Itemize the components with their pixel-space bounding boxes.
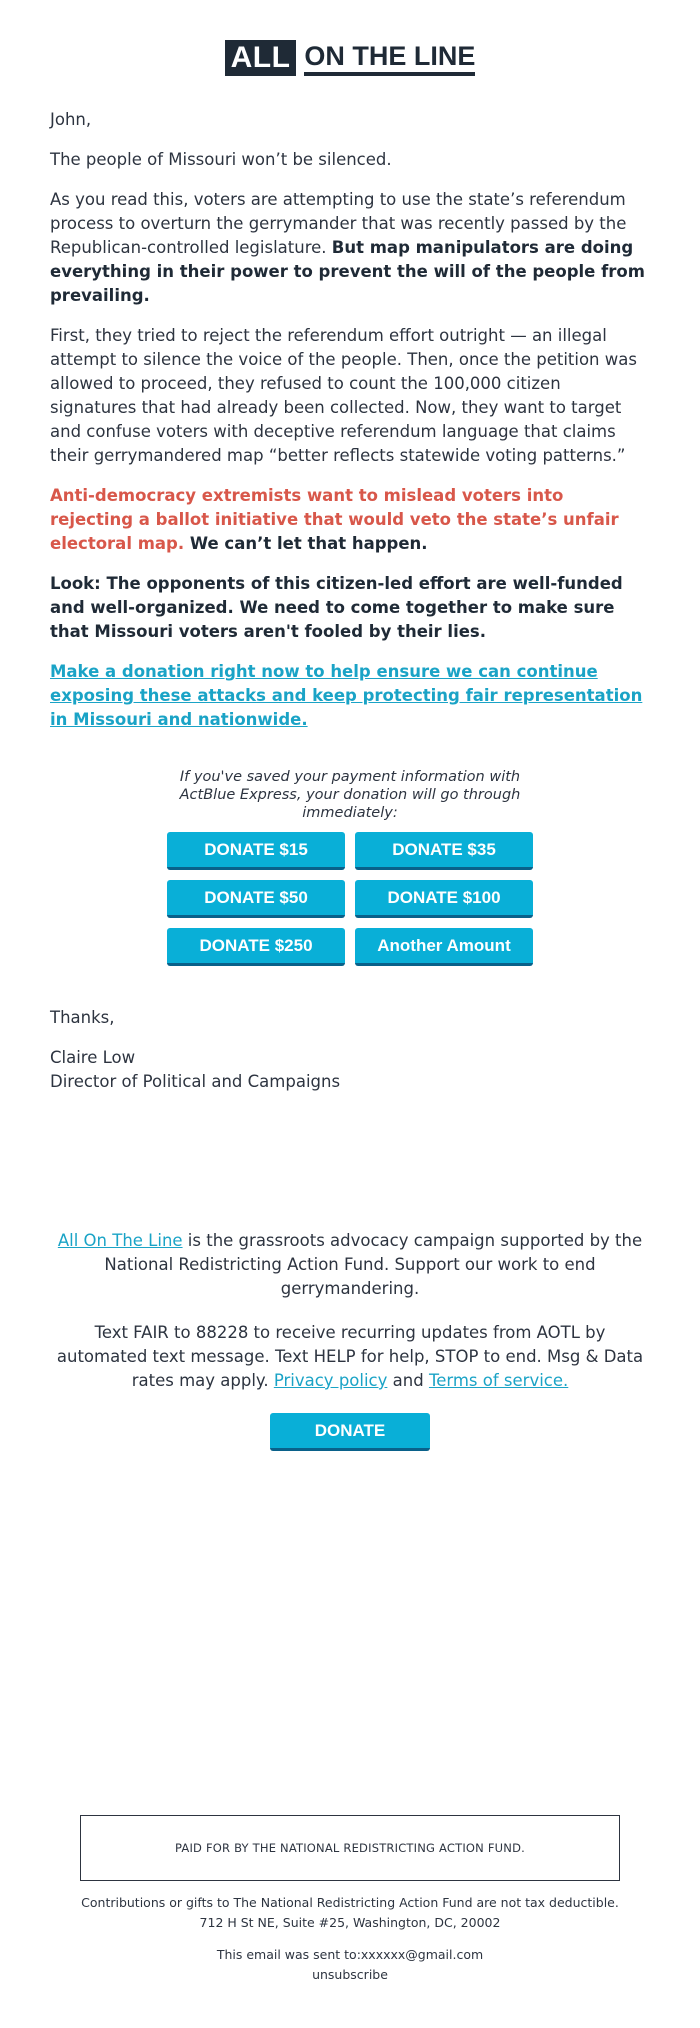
paragraph-2-bold: But map manipulators are doing everything in their power to prevent the will of the people from prevailing.	[50, 238, 645, 305]
actblue-express-note: If you've saved your payment information with ActBlue Express, your donation will go through immediately:	[179, 769, 521, 821]
paragraph-6	[50, 660, 650, 732]
terms-of-service-link[interactable]: Terms of service.	[428, 1371, 569, 1390]
donate-35-button[interactable]: DONATE $35	[355, 832, 533, 870]
donate-100-button[interactable]: DONATE $100	[355, 880, 533, 918]
email-body	[0, 108, 700, 732]
signoff	[0, 1006, 700, 1094]
paragraph-4-bold: We can’t let that happen.	[189, 534, 428, 553]
logo-wordmark: ON THE LINE	[304, 41, 475, 76]
paragraph-2-text: As you read this, voters are attempting to use the state’s referendum process to overturn the gerrymander that was recently passed by the Republican-controlled legislature.	[50, 190, 627, 257]
org-text: is the grassroots advocacy campaign supported by the National Redistricting Action Fund. Support our work to end gerrymandering.	[104, 1231, 643, 1298]
donate-15-button[interactable]: DONATE $15	[167, 832, 345, 870]
donate-250-button[interactable]: DONATE $250	[167, 928, 345, 966]
logo-all-mark: ALL	[225, 40, 297, 76]
paragraph-4	[50, 484, 650, 556]
header	[0, 0, 700, 78]
and-text: and	[387, 1371, 429, 1390]
donate-50-button[interactable]: DONATE $50	[167, 880, 345, 918]
tax-deductible-notice: Contributions or gifts to The National Redistricting Action Fund are not tax deductible.	[81, 1895, 619, 1910]
paragraph-4-red: Anti-democracy extremists want to mislead voters into rejecting a ballot initiative that would veto the state’s unfair electoral map.	[50, 486, 619, 553]
paragraph-2	[50, 188, 650, 308]
donation-link[interactable]: Make a donation right now to help ensure we can continue exposing these attacks and keep protecting fair representation in Missouri and nationwide.	[50, 662, 643, 729]
legal-footer	[0, 1893, 700, 1985]
donate-another-amount-button[interactable]: Another Amount	[355, 928, 533, 966]
unsubscribe-link[interactable]: unsubscribe	[312, 1967, 388, 1982]
signer-name: Claire Low	[50, 1048, 136, 1067]
donate-button-grid	[167, 832, 533, 966]
paragraph-5: Look: The opponents of this citizen-led effort are well-funded and well-organized. We need to come together to make sure that Missouri voters aren't fooled by their lies.	[50, 574, 623, 641]
paragraph-3: First, they tried to reject the referendum effort outright — an illegal attempt to silence the voice of the people. Then, once the petition was allowed to proceed, they refused to count the 100,000 citizen signatures that had already been collected. Now, they want to target and confuse voters with deceptive referendum language that claims their gerrymandered map “better reflects statewide voting patterns.”	[50, 326, 637, 465]
org-link[interactable]: All On The Line	[57, 1231, 183, 1250]
signature	[50, 1046, 650, 1094]
sms-disclaimer	[50, 1321, 650, 1393]
org-description	[50, 1229, 650, 1301]
footer-info	[50, 1229, 650, 1451]
footer-donate-button[interactable]: DONATE	[270, 1413, 430, 1451]
signer-title: Director of Political and Campaigns	[50, 1072, 341, 1091]
all-on-the-line-logo[interactable]	[225, 38, 476, 76]
sms-text: Text FAIR to 88228 to receive recurring updates from AOTL by automated text message. Text HELP for help, STOP to end. Msg & Data rates may apply.	[56, 1323, 644, 1390]
paragraph-1: The people of Missouri won’t be silenced.	[50, 150, 392, 169]
privacy-policy-link[interactable]: Privacy policy	[273, 1371, 388, 1390]
greeting: John,	[50, 110, 92, 129]
thanks: Thanks,	[50, 1008, 115, 1027]
mailing-address: 712 H St NE, Suite #25, Washington, DC, 20002	[199, 1915, 501, 1930]
paid-for-disclaimer: PAID FOR BY THE NATIONAL REDISTRICTING ACTION FUND.	[80, 1815, 620, 1881]
sent-to-notice: This email was sent to:xxxxxx@gmail.com	[216, 1947, 484, 1962]
